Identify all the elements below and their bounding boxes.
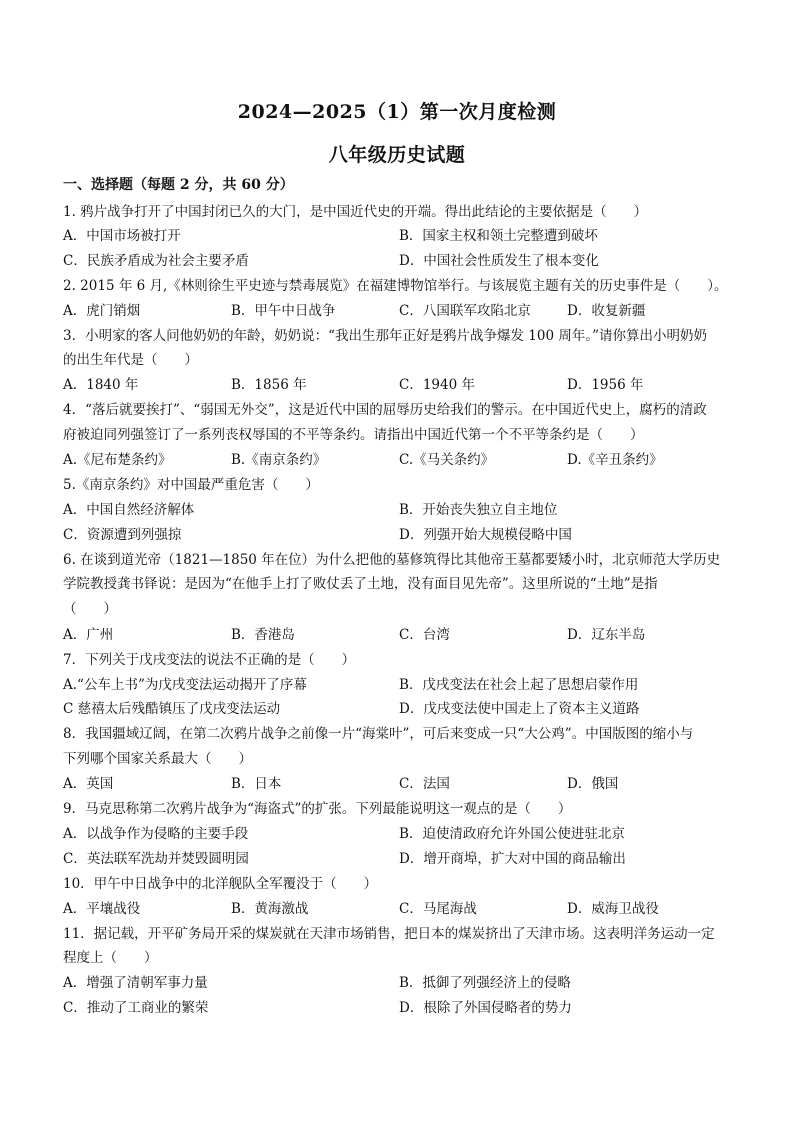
question-1-stem: 1. 鸦片战争打开了中国封闭已久的大门，是中国近代史的开端。得出此结论的主要依据是（ ） <box>63 204 648 220</box>
question-7-option-d: D．戊戌变法使中国走上了资本主义道路 <box>399 701 640 717</box>
question-10-option-a: A．平壤战役 <box>63 901 141 917</box>
question-2-option-d: D．收复新疆 <box>567 303 646 319</box>
question-9-option-d: D．增开商埠，扩大对中国的商品输出 <box>399 851 626 867</box>
question-3-option-b: B．1856 年 <box>231 377 307 393</box>
question-7-option-a: A.“公车上书”为戊戌变法运动揭开了序幕 <box>63 677 307 693</box>
question-11-option-a: A．增强了清朝军事力量 <box>63 975 208 991</box>
question-9-option-a: A．以战争作为侵略的主要手段 <box>63 826 249 842</box>
question-9-option-b: B．迫使清政府允许外国公使进驻北京 <box>399 826 625 842</box>
question-7-option-b: B．戊戌变法在社会上起了思想启蒙作用 <box>399 677 639 693</box>
question-4-option-c: C.《马关条约》 <box>399 452 495 468</box>
question-3-option-c: C．1940 年 <box>399 377 475 393</box>
question-6-option-b: B．香港岛 <box>231 627 295 643</box>
question-3-option-a: A．1840 年 <box>63 377 139 393</box>
question-10-option-b: B．黄海激战 <box>231 901 309 917</box>
exam-subtitle: 八年级历史试题 <box>328 144 466 166</box>
question-11-option-d: D．根除了外国侵略者的势力 <box>399 1000 572 1016</box>
question-9-option-c: C．英法联军洗劫并焚毁圆明园 <box>63 851 249 867</box>
question-11-option-b: B．抵御了列强经济上的侵略 <box>399 975 571 991</box>
question-3-stem: 3．小明家的客人问他奶奶的年龄，奶奶说：“我出生那年正好是鸦片战争爆发 100 周年。”请你算出小明奶奶 <box>63 328 707 344</box>
question-1-option-a: A．中国市场被打开 <box>63 228 181 244</box>
question-2-option-b: B．甲午中日战争 <box>231 303 336 319</box>
question-5-option-c: C．资源遭到列强掠 <box>63 527 182 543</box>
question-4-stem: 4．“落后就要挨打”、“弱国无外交”，这是近代中国的屈辱历史给我们的警示。在中国近代史上，腐朽的清政 <box>63 402 707 418</box>
question-9-stem: 9．马克思称第二次鸦片战争为“海盗式”的扩张。下列最能说明这一观点的是（ ） <box>63 801 572 817</box>
question-7-stem: 7．下列关于戊戌变法的说法不正确的是（ ） <box>63 652 356 668</box>
question-8-option-a: A．英国 <box>63 776 114 792</box>
question-1-option-b: B．国家主权和领土完整遭到破坏 <box>399 228 598 244</box>
question-8-option-c: C．法国 <box>399 776 450 792</box>
question-5-option-b: B．开始丧失独立自主地位 <box>399 502 558 518</box>
question-8-option-d: D．俄国 <box>567 776 619 792</box>
question-6-stem-cont: 学院教授龚书铎说：是因为“在他手上打了败仗丢了土地，没有面目见先帝”。这里所说的“土地”是指 <box>63 576 658 592</box>
question-8-stem-cont: 下列哪个国家关系最大（ ） <box>63 751 252 767</box>
question-10-stem: 10．甲午中日战争中的北洋舰队全军覆没于（ ） <box>63 876 378 892</box>
exam-title: 2024—2025（1）第一次月度检测 <box>237 101 557 123</box>
section-heading: 一、选择题（每题 2 分，共 60 分） <box>63 177 294 193</box>
question-3-stem-cont: 的出生年代是（ ） <box>63 352 198 368</box>
question-4-option-a: A.《尼布楚条约》 <box>63 452 172 468</box>
question-11-option-c: C．推动了工商业的繁荣 <box>63 1000 209 1016</box>
question-6-stem: 6. 在谈到道光帝（1821—1850 年在位）为什么把他的墓修筑得比其他帝王墓都要矮小时，北京师范大学历史 <box>63 552 721 568</box>
question-1-option-d: D．中国社会性质发生了根本变化 <box>399 253 599 269</box>
question-8-option-b: B．日本 <box>231 776 282 792</box>
question-4-option-d: D.《辛丑条约》 <box>567 452 663 468</box>
question-5-stem: 5.《南京条约》对中国最严重危害（ ） <box>63 477 319 493</box>
question-2-option-c: C．八国联军攻陷北京 <box>399 303 531 319</box>
question-11-stem-cont: 程度上（ ） <box>63 950 158 966</box>
question-10-option-c: C．马尾海战 <box>399 901 477 917</box>
question-2-option-a: A．虎门销烟 <box>63 303 141 319</box>
question-2-stem: 2. 2015 年 6 月,《林则徐生平史迹与禁毒展览》在福建博物馆举行。与该展览主题有关的历史事件是（ ）。 <box>63 278 728 294</box>
question-6-option-a: A．广州 <box>63 627 114 643</box>
question-6-option-d: D．辽东半岛 <box>567 627 646 643</box>
question-6-stem-cont-2: （ ） <box>63 601 117 617</box>
question-10-option-d: D．威海卫战役 <box>567 901 659 917</box>
question-1-option-c: C．民族矛盾成为社会主要矛盾 <box>63 253 249 269</box>
question-4-option-b: B.《南京条约》 <box>231 452 327 468</box>
question-3-option-d: D．1956 年 <box>567 377 644 393</box>
question-6-option-c: C．台湾 <box>399 627 450 643</box>
question-4-stem-cont: 府被迫同列强签订了一系列丧权辱国的不平等条约。请指出中国近代第一个不平等条约是（ ） <box>63 427 644 443</box>
question-8-stem: 8．我国疆域辽阔，在第二次鸦片战争之前像一片“海棠叶”，可后来变成一只“大公鸡”。中国版图的缩小与 <box>63 726 694 742</box>
question-5-option-a: A．中国自然经济解体 <box>63 502 195 518</box>
question-5-option-d: D．列强开始大规模侵略中国 <box>399 527 572 543</box>
question-7-option-c: C 慈禧太后残酷镇压了戊戌变法运动 <box>63 701 281 717</box>
question-11-stem: 11．据记载，开平矿务局开采的煤炭就在天津市场销售，把日本的煤炭挤出了天津市场。这表明洋务运动一定 <box>63 926 715 942</box>
